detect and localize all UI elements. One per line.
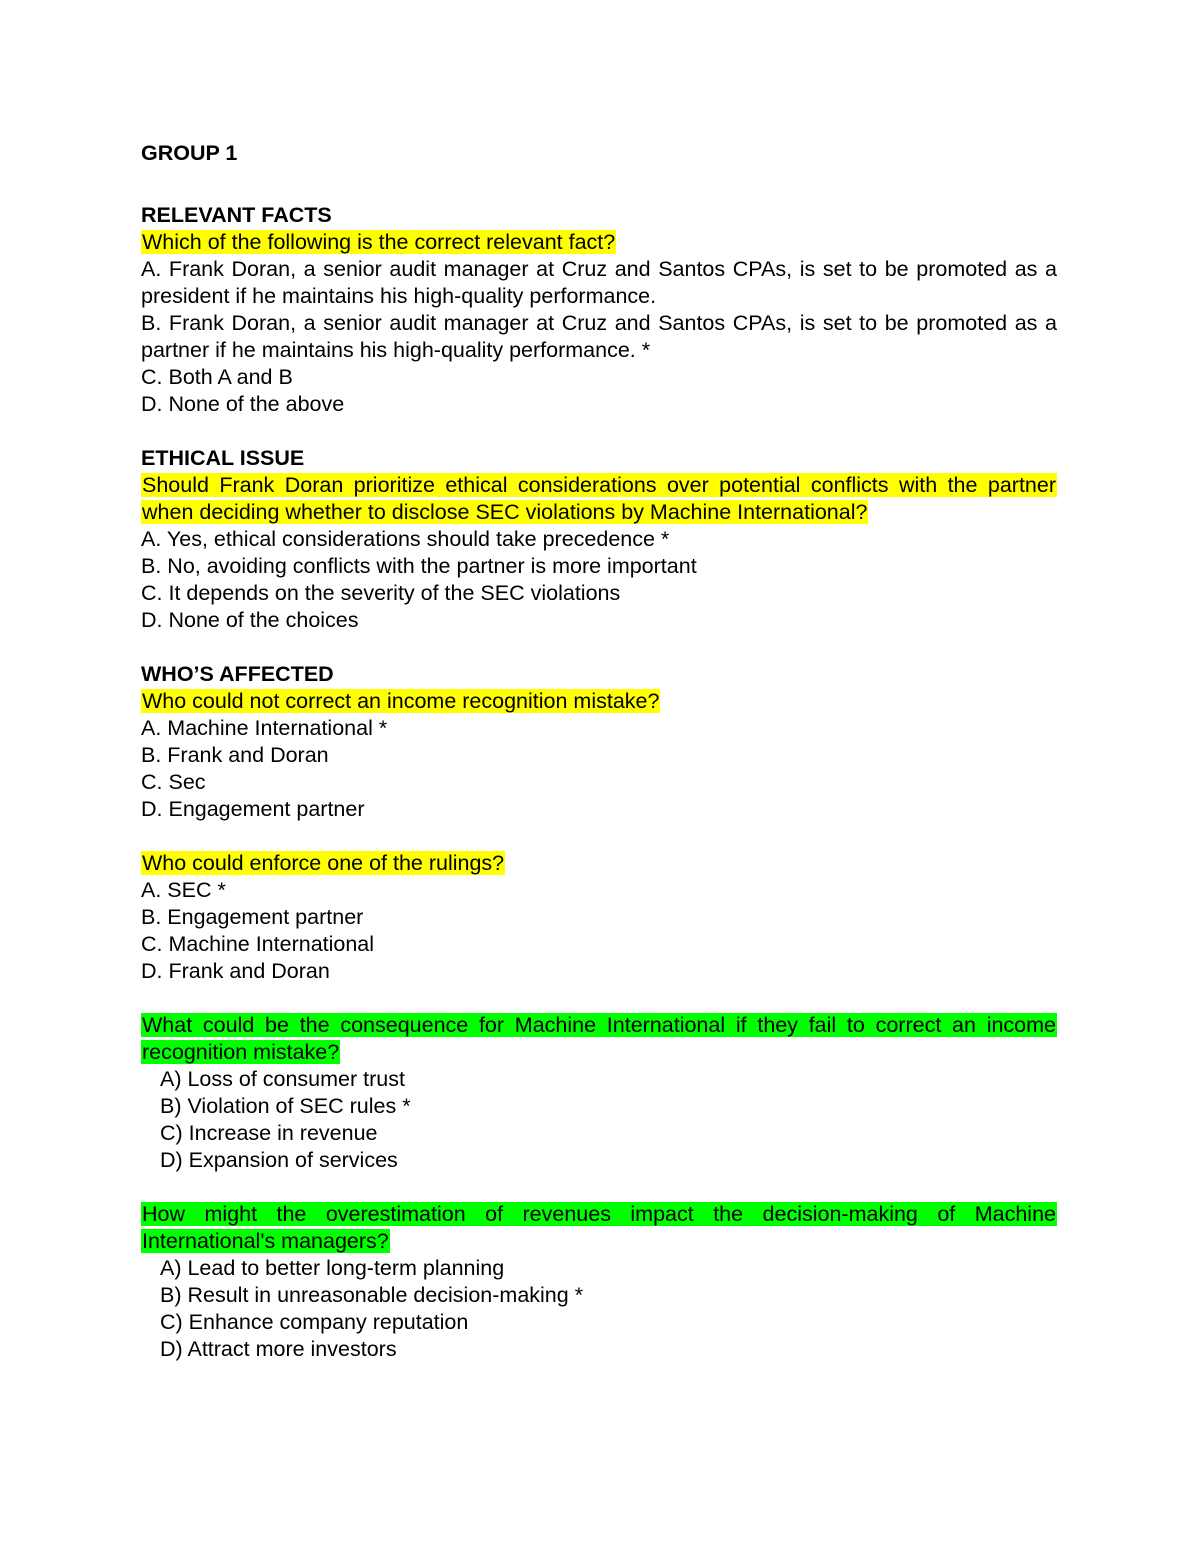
option-c: C. It depends on the severity of the SEC violations bbox=[141, 581, 621, 605]
spacer bbox=[141, 1174, 1057, 1201]
question-whos-affected-2 bbox=[141, 850, 1057, 877]
question-text: Should Frank Doran prioritize ethical considerations over potential conflicts with the partner when deciding whether to disclose SEC violations by Machine International? bbox=[142, 473, 1056, 524]
option-a: A. Yes, ethical considerations should take precedence * bbox=[141, 527, 670, 551]
question-text: What could be the consequence for Machine International if they fail to correct an income recognition mistake? bbox=[142, 1013, 1056, 1064]
option-d: D) Attract more investors bbox=[160, 1337, 397, 1361]
option-a: A. SEC * bbox=[141, 878, 226, 902]
question-whos-affected-4 bbox=[141, 1201, 1057, 1255]
options-list bbox=[141, 256, 1057, 418]
section-heading-ethical-issue: ETHICAL ISSUE bbox=[141, 446, 305, 470]
question-text: Who could not correct an income recognition mistake? bbox=[142, 689, 660, 713]
option-b: B) Violation of SEC rules * bbox=[160, 1094, 411, 1118]
option-d: D. None of the above bbox=[141, 392, 345, 416]
question-text: How might the overestimation of revenues impact the decision-making of Machine International's managers? bbox=[142, 1202, 1056, 1253]
option-d: D. Engagement partner bbox=[141, 797, 365, 821]
options-list bbox=[141, 1255, 1057, 1363]
option-a: A) Lead to better long-term planning bbox=[160, 1256, 505, 1280]
option-b: B. Frank and Doran bbox=[141, 743, 329, 767]
option-a: A. Frank Doran, a senior audit manager at Cruz and Santos CPAs, is set to be promoted as a president if he maintains his high-quality performance. bbox=[141, 257, 1057, 308]
spacer bbox=[141, 823, 1057, 850]
option-d: D. Frank and Doran bbox=[141, 959, 330, 983]
document-title: GROUP 1 bbox=[141, 141, 238, 165]
option-c: C. Sec bbox=[141, 770, 206, 794]
option-d: D. None of the choices bbox=[141, 608, 359, 632]
spacer bbox=[141, 418, 1057, 445]
spacer bbox=[141, 174, 1057, 202]
option-c: C. Machine International bbox=[141, 932, 375, 956]
option-a: A) Loss of consumer trust bbox=[160, 1067, 405, 1091]
section-heading-whos-affected: WHO’S AFFECTED bbox=[141, 662, 334, 686]
document-page bbox=[141, 140, 1057, 1363]
question-ethical-issue bbox=[141, 472, 1057, 526]
option-c: C. Both A and B bbox=[141, 365, 293, 389]
question-whos-affected-1 bbox=[141, 688, 1057, 715]
option-b: B) Result in unreasonable decision-making * bbox=[160, 1283, 584, 1307]
options-list bbox=[141, 715, 1057, 823]
options-list bbox=[141, 877, 1057, 985]
option-b: B. Engagement partner bbox=[141, 905, 364, 929]
question-whos-affected-3 bbox=[141, 1012, 1057, 1066]
option-c: C) Enhance company reputation bbox=[160, 1310, 469, 1334]
option-a: A. Machine International * bbox=[141, 716, 388, 740]
spacer bbox=[141, 985, 1057, 1012]
question-text: Who could enforce one of the rulings? bbox=[142, 851, 505, 875]
option-b: B. Frank Doran, a senior audit manager at Cruz and Santos CPAs, is set to be promoted as a partner if he maintains his high-quality performance. * bbox=[141, 311, 1057, 362]
option-b: B. No, avoiding conflicts with the partner is more important bbox=[141, 554, 697, 578]
section-heading-relevant-facts: RELEVANT FACTS bbox=[141, 203, 332, 227]
option-d: D) Expansion of services bbox=[160, 1148, 398, 1172]
option-c: C) Increase in revenue bbox=[160, 1121, 378, 1145]
options-list bbox=[141, 1066, 1057, 1174]
options-list bbox=[141, 526, 1057, 634]
question-relevant-facts bbox=[141, 229, 1057, 256]
question-text: Which of the following is the correct relevant fact? bbox=[142, 230, 616, 254]
spacer bbox=[141, 634, 1057, 661]
